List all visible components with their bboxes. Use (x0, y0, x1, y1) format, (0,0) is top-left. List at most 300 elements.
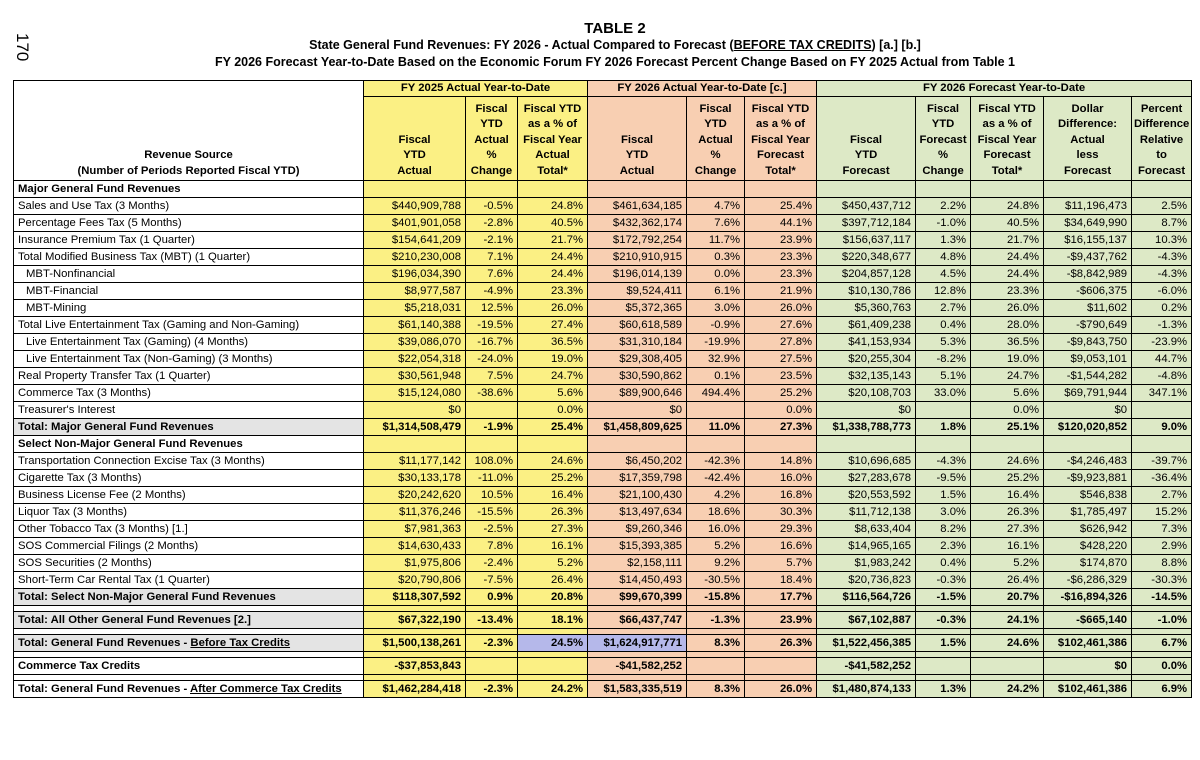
cell-forecast-pct-total (971, 658, 1044, 675)
cell-fy2026-pct-total: 25.4% (745, 198, 817, 215)
cell-forecast-pct-change: 4.5% (916, 266, 971, 283)
table-row (14, 317, 1192, 334)
cell-fy2026-ytd-actual: $9,524,411 (588, 283, 687, 300)
cell-fy2025-pct-change: 7.6% (466, 266, 518, 283)
section-label: Select Non-Major General Fund Revenues (14, 436, 364, 453)
cell-forecast-ytd: $32,135,143 (817, 368, 916, 385)
cell-fy2026-ytd-actual: $30,590,862 (588, 368, 687, 385)
header-line: Percent (1140, 102, 1183, 115)
cell-percent-difference: -14.5% (1132, 589, 1192, 606)
cell-percent-difference: 6.9% (1132, 681, 1192, 698)
cell-forecast-pct-change: 1.5% (916, 635, 971, 652)
cell-dollar-difference: $1,785,497 (1044, 504, 1132, 521)
table-row (14, 521, 1192, 538)
cell-fy2026-ytd-actual: $29,308,405 (588, 351, 687, 368)
cell-fy2025-pct-total: 36.5% (518, 334, 588, 351)
header-line: Actual (397, 164, 432, 177)
cell-fy2025-ytd-actual: $11,376,246 (364, 504, 466, 521)
cell-fy2025-pct-change: -16.7% (466, 334, 518, 351)
row-label: Commerce Tax Credits (14, 658, 364, 675)
cell-fy2025-ytd-actual: $440,909,788 (364, 198, 466, 215)
row-label-underlined: Before Tax Credits (190, 637, 291, 649)
cell-fy2026-pct-change: 9.2% (687, 555, 745, 572)
section-blank-cell (518, 181, 588, 198)
cell-dollar-difference: $34,649,990 (1044, 215, 1132, 232)
cell-fy2025-ytd-actual: $5,218,031 (364, 300, 466, 317)
cell-fy2025-ytd-actual: $1,314,508,479 (364, 419, 466, 436)
cell-fy2025-pct-total: 24.7% (518, 368, 588, 385)
cell-fy2025-ytd-actual: $20,790,806 (364, 572, 466, 589)
cell-fy2025-pct-change: 12.5% (466, 300, 518, 317)
row-label: Total Modified Business Tax (MBT) (1 Quarter) (14, 249, 364, 266)
cell-forecast-ytd: $11,712,138 (817, 504, 916, 521)
cell-dollar-difference: -$790,649 (1044, 317, 1132, 334)
table-subtitle-2: FY 2026 Forecast Year-to-Date Based on the Economic Forum FY 2026 Forecast Percent Change Based on FY 2025 Actual from Table 1 (214, 55, 1016, 69)
cell-forecast-pct-total: 5.6% (971, 385, 1044, 402)
header-line: YTD (854, 149, 878, 161)
row-label-underlined: After Commerce Tax Credits (190, 683, 342, 695)
cell-fy2026-ytd-actual: $60,618,589 (588, 317, 687, 334)
table-title: TABLE 2 (584, 20, 646, 37)
cell-forecast-pct-change (916, 402, 971, 419)
cell-forecast-ytd: -$41,582,252 (817, 658, 916, 675)
cell-fy2026-pct-total: 23.3% (745, 266, 817, 283)
cell-fy2025-pct-change (466, 658, 518, 675)
section-blank-cell (588, 436, 687, 453)
table-row (14, 453, 1192, 470)
cell-forecast-pct-change: 0.4% (916, 555, 971, 572)
header-line: Forecast (1138, 164, 1186, 177)
cell-forecast-ytd: $450,437,712 (817, 198, 916, 215)
cell-fy2026-pct-change: 8.3% (687, 635, 745, 652)
cell-fy2026-ytd-actual: $13,497,634 (588, 504, 687, 521)
row-label: Total Live Entertainment Tax (Gaming and Non-Gaming) (14, 317, 364, 334)
cell-fy2025-ytd-actual: $210,230,008 (364, 249, 466, 266)
cell-forecast-ytd: $1,522,456,385 (817, 635, 916, 652)
cell-fy2025-ytd-actual: $1,975,806 (364, 555, 466, 572)
cell-fy2025-pct-total: 5.2% (518, 555, 588, 572)
header-forecast-pct-change (916, 97, 971, 181)
header-line: less (1076, 149, 1099, 161)
cell-fy2026-pct-total: 14.8% (745, 453, 817, 470)
header-line: Change (694, 164, 737, 177)
cell-fy2026-pct-total (745, 658, 817, 675)
cell-fy2026-pct-total: 29.3% (745, 521, 817, 538)
header-line: as a % of (982, 118, 1032, 130)
cell-forecast-pct-total: 24.6% (971, 453, 1044, 470)
row-label: Short-Term Car Rental Tax (1 Quarter) (14, 572, 364, 589)
cell-forecast-pct-total: 26.4% (971, 572, 1044, 589)
cell-dollar-difference: -$9,437,762 (1044, 249, 1132, 266)
table-row (14, 368, 1192, 385)
cell-fy2026-pct-change: -15.8% (687, 589, 745, 606)
cell-fy2026-pct-change: -42.4% (687, 470, 745, 487)
header-fy2025-pct-change (466, 97, 518, 181)
cell-fy2025-pct-total (518, 658, 588, 675)
cell-fy2026-pct-change: 6.1% (687, 283, 745, 300)
cell-forecast-pct-change: -0.3% (916, 572, 971, 589)
cell-forecast-pct-change: 5.3% (916, 334, 971, 351)
cell-fy2025-pct-total: 20.8% (518, 589, 588, 606)
cell-percent-difference: 10.3% (1132, 232, 1192, 249)
table-row (14, 198, 1192, 215)
header-percent-difference (1132, 97, 1192, 181)
cell-forecast-pct-total: 23.3% (971, 283, 1044, 300)
header-line: Fiscal (475, 102, 508, 115)
section-blank-cell (916, 181, 971, 198)
cell-fy2026-ytd-actual: $14,450,493 (588, 572, 687, 589)
cell-forecast-pct-total: 20.7% (971, 589, 1044, 606)
cell-fy2026-pct-total: 26.0% (745, 300, 817, 317)
header-source-line1: Revenue Source (144, 149, 233, 161)
cell-forecast-pct-total: 26.3% (971, 504, 1044, 521)
cell-fy2025-pct-total: 26.0% (518, 300, 588, 317)
cell-fy2025-pct-total: 18.1% (518, 612, 588, 629)
section-blank-cell (518, 436, 588, 453)
cell-forecast-pct-total: 24.8% (971, 198, 1044, 215)
cell-fy2025-pct-change: -38.6% (466, 385, 518, 402)
header-line: Forecast (756, 149, 805, 161)
cell-dollar-difference: $16,155,137 (1044, 232, 1132, 249)
cell-forecast-pct-total: 28.0% (971, 317, 1044, 334)
cell-fy2025-pct-change: -0.5% (466, 198, 518, 215)
cell-fy2026-pct-change: 0.3% (687, 249, 745, 266)
cell-fy2026-pct-total: 16.0% (745, 470, 817, 487)
cell-fy2025-ytd-actual: $30,561,948 (364, 368, 466, 385)
header-line: Difference: (1058, 118, 1118, 130)
group-fy2026: FY 2026 Actual Year-to-Date [c.] (588, 81, 817, 97)
row-label: Percentage Fees Tax (5 Months) (14, 215, 364, 232)
cell-forecast-pct-total: 25.1% (971, 419, 1044, 436)
header-line: YTD (403, 149, 426, 161)
header-line: Dollar (1071, 102, 1104, 115)
cell-fy2025-pct-change: -2.3% (466, 681, 518, 698)
cell-fy2025-ytd-actual: $39,086,070 (364, 334, 466, 351)
cell-fy2026-pct-change: 11.7% (687, 232, 745, 249)
cell-fy2026-ytd-actual: $9,260,346 (588, 521, 687, 538)
cell-percent-difference: 2.9% (1132, 538, 1192, 555)
cell-dollar-difference: $11,602 (1044, 300, 1132, 317)
total-nonmajor-row (14, 589, 1192, 606)
cell-fy2025-ytd-actual: $15,124,080 (364, 385, 466, 402)
cell-fy2026-ytd-actual: $432,362,174 (588, 215, 687, 232)
header-line: Forecast (983, 149, 1031, 161)
cell-forecast-pct-change: 0.4% (916, 317, 971, 334)
cell-fy2025-pct-total: 5.6% (518, 385, 588, 402)
cell-percent-difference: 15.2% (1132, 504, 1192, 521)
cell-fy2026-ytd-actual: $5,372,365 (588, 300, 687, 317)
header-line: Fiscal YTD (523, 102, 582, 115)
cell-fy2026-ytd-actual: $1,624,917,771 (588, 635, 687, 652)
cell-percent-difference: 8.8% (1132, 555, 1192, 572)
cell-forecast-ytd: $1,338,788,773 (817, 419, 916, 436)
cell-fy2026-pct-change: 3.0% (687, 300, 745, 317)
header-source-line2: (Number of Periods Reported Fiscal YTD) (77, 164, 300, 177)
cell-fy2026-pct-change: 0.0% (687, 266, 745, 283)
row-label: Commerce Tax (3 Months) (14, 385, 364, 402)
cell-fy2026-pct-total: 0.0% (745, 402, 817, 419)
cell-forecast-ytd: $1,983,242 (817, 555, 916, 572)
row-label: Total: All Other General Fund Revenues [2.] (14, 612, 364, 629)
cell-fy2025-pct-total: 24.8% (518, 198, 588, 215)
cell-fy2026-ytd-actual: $17,359,798 (588, 470, 687, 487)
section-blank-cell (364, 181, 466, 198)
cell-fy2025-pct-total: 24.4% (518, 266, 588, 283)
cell-fy2026-ytd-actual: $15,393,385 (588, 538, 687, 555)
cell-forecast-ytd: $156,637,117 (817, 232, 916, 249)
cell-fy2026-pct-total: 26.3% (745, 635, 817, 652)
cell-forecast-pct-total: 24.1% (971, 612, 1044, 629)
table-row (14, 487, 1192, 504)
cell-forecast-pct-total: 0.0% (971, 402, 1044, 419)
cell-percent-difference: 8.7% (1132, 215, 1192, 232)
cell-fy2026-pct-change: 0.1% (687, 368, 745, 385)
table-row (14, 385, 1192, 402)
cell-fy2026-pct-total: 23.3% (745, 249, 817, 266)
header-line: % (486, 149, 497, 161)
table-row (14, 334, 1192, 351)
cell-fy2025-pct-total: 24.5% (518, 635, 588, 652)
cell-fy2026-pct-change: -30.5% (687, 572, 745, 589)
cell-fy2026-ytd-actual: -$41,582,252 (588, 658, 687, 675)
cell-fy2025-pct-change: -4.9% (466, 283, 518, 300)
cell-fy2026-pct-total: 27.3% (745, 419, 817, 436)
cell-forecast-pct-change: 1.5% (916, 487, 971, 504)
cell-dollar-difference: -$606,375 (1044, 283, 1132, 300)
cell-fy2026-pct-total: 17.7% (745, 589, 817, 606)
header-fy2026-pct-total (745, 97, 817, 181)
table-row (14, 402, 1192, 419)
header-line: as a % of (528, 118, 577, 130)
cell-fy2025-ytd-actual: $8,977,587 (364, 283, 466, 300)
header-fy2026-pct-change (687, 97, 745, 181)
cell-fy2025-pct-total: 25.4% (518, 419, 588, 436)
section-blank-cell (916, 436, 971, 453)
cell-fy2026-ytd-actual: $31,310,184 (588, 334, 687, 351)
header-line: to (1156, 149, 1167, 161)
cell-forecast-pct-total: 21.7% (971, 232, 1044, 249)
cell-forecast-pct-change: 1.3% (916, 681, 971, 698)
total-after-credits-row (14, 681, 1192, 698)
cell-dollar-difference: $546,838 (1044, 487, 1132, 504)
group-fy2025: FY 2025 Actual Year-to-Date (364, 81, 588, 97)
cell-fy2025-pct-total: 16.4% (518, 487, 588, 504)
cell-dollar-difference: -$9,843,750 (1044, 334, 1132, 351)
cell-fy2026-ytd-actual: $99,670,399 (588, 589, 687, 606)
cell-percent-difference: -1.0% (1132, 612, 1192, 629)
cell-forecast-pct-change: 2.7% (916, 300, 971, 317)
row-label: Liquor Tax (3 Months) (14, 504, 364, 521)
cell-fy2025-pct-change: -2.5% (466, 521, 518, 538)
section-label: Major General Fund Revenues (14, 181, 364, 198)
cell-forecast-ytd: $67,102,887 (817, 612, 916, 629)
subtitle-post: ) [a.] [b.] (871, 38, 921, 52)
cell-percent-difference: -23.9% (1132, 334, 1192, 351)
header-line: Fiscal (850, 133, 883, 146)
group-forecast: FY 2026 Forecast Year-to-Date (817, 81, 1192, 97)
cell-fy2025-pct-total: 26.3% (518, 504, 588, 521)
cell-fy2025-pct-total: 25.2% (518, 470, 588, 487)
cell-fy2026-ytd-actual: $210,910,915 (588, 249, 687, 266)
row-label: SOS Commercial Filings (2 Months) (14, 538, 364, 555)
cell-forecast-ytd: $220,348,677 (817, 249, 916, 266)
cell-fy2025-ytd-actual: $118,307,592 (364, 589, 466, 606)
cell-forecast-pct-total: 24.6% (971, 635, 1044, 652)
cell-dollar-difference: -$665,140 (1044, 612, 1132, 629)
header-line: Fiscal Year (977, 133, 1037, 146)
header-line: Change (922, 164, 964, 177)
cell-fy2026-ytd-actual: $1,583,335,519 (588, 681, 687, 698)
cell-fy2026-pct-change: 7.6% (687, 215, 745, 232)
cell-forecast-pct-change: 8.2% (916, 521, 971, 538)
cell-fy2025-pct-total: 27.4% (518, 317, 588, 334)
cell-fy2026-pct-total: 23.9% (745, 612, 817, 629)
table-row (14, 283, 1192, 300)
cell-fy2026-pct-total: 23.5% (745, 368, 817, 385)
section-blank-cell (817, 436, 916, 453)
header-forecast-pct-total (971, 97, 1044, 181)
header-fy2025-ytd-actual (364, 97, 466, 181)
cell-fy2025-pct-change: 10.5% (466, 487, 518, 504)
cell-fy2025-pct-change: 7.1% (466, 249, 518, 266)
cell-fy2025-pct-total: 0.0% (518, 402, 588, 419)
cell-forecast-pct-change: 12.8% (916, 283, 971, 300)
header-line: YTD (704, 118, 727, 130)
cell-forecast-ytd: $397,712,184 (817, 215, 916, 232)
section-blank-cell (817, 181, 916, 198)
cell-dollar-difference: $11,196,473 (1044, 198, 1132, 215)
cell-dollar-difference: -$9,923,881 (1044, 470, 1132, 487)
header-line: % (938, 149, 949, 161)
header-line: Difference (1134, 118, 1190, 130)
cell-fy2026-pct-total: 18.4% (745, 572, 817, 589)
cell-forecast-pct-change: -0.3% (916, 612, 971, 629)
row-label: Sales and Use Tax (3 Months) (14, 198, 364, 215)
section-blank-cell (588, 181, 687, 198)
subtitle-underlined: BEFORE TAX CREDITS (733, 38, 872, 52)
cell-fy2025-pct-change: 108.0% (466, 453, 518, 470)
cell-fy2025-pct-total: 23.3% (518, 283, 588, 300)
cell-forecast-ytd: $1,480,874,133 (817, 681, 916, 698)
cell-dollar-difference: $0 (1044, 658, 1132, 675)
cell-fy2026-pct-change: -0.9% (687, 317, 745, 334)
cell-forecast-pct-change: 3.0% (916, 504, 971, 521)
section-blank-cell (466, 436, 518, 453)
cell-fy2025-ytd-actual: $61,140,388 (364, 317, 466, 334)
header-line: Change (470, 164, 513, 177)
section-blank-cell (1132, 436, 1192, 453)
header-line: Total* (537, 164, 568, 177)
cell-forecast-ytd: $20,553,592 (817, 487, 916, 504)
cell-fy2025-pct-total: 40.5% (518, 215, 588, 232)
cell-fy2025-ytd-actual: $11,177,142 (364, 453, 466, 470)
cell-forecast-pct-total: 26.0% (971, 300, 1044, 317)
cell-dollar-difference: $102,461,386 (1044, 635, 1132, 652)
cell-fy2026-pct-total: 21.9% (745, 283, 817, 300)
row-label (14, 635, 364, 652)
cell-fy2026-ytd-actual: $1,458,809,625 (588, 419, 687, 436)
table-row (14, 266, 1192, 283)
cell-fy2025-ytd-actual: $401,901,058 (364, 215, 466, 232)
cell-forecast-pct-total: 36.5% (971, 334, 1044, 351)
cell-fy2026-pct-total: 5.7% (745, 555, 817, 572)
header-line: Total* (765, 164, 796, 177)
cell-percent-difference: -4.3% (1132, 266, 1192, 283)
row-label: SOS Securities (2 Months) (14, 555, 364, 572)
row-label: Business License Fee (2 Months) (14, 487, 364, 504)
cell-fy2025-ytd-actual: $154,641,209 (364, 232, 466, 249)
row-label: Live Entertainment Tax (Gaming) (4 Months) (14, 334, 364, 351)
cell-dollar-difference: -$16,894,326 (1044, 589, 1132, 606)
header-line: YTD (931, 118, 955, 130)
cell-forecast-ytd: $10,130,786 (817, 283, 916, 300)
cell-fy2026-pct-change: 18.6% (687, 504, 745, 521)
row-label: Insurance Premium Tax (1 Quarter) (14, 232, 364, 249)
header-dollar-difference (1044, 97, 1132, 181)
cell-percent-difference: -30.3% (1132, 572, 1192, 589)
section-blank-cell (364, 436, 466, 453)
cell-percent-difference: -39.7% (1132, 453, 1192, 470)
cell-percent-difference: -4.3% (1132, 249, 1192, 266)
cell-dollar-difference: $102,461,386 (1044, 681, 1132, 698)
section-blank-cell (466, 181, 518, 198)
table-row (14, 300, 1192, 317)
cell-fy2026-pct-total: 27.5% (745, 351, 817, 368)
cell-forecast-pct-change: 5.1% (916, 368, 971, 385)
cell-forecast-pct-total: 24.4% (971, 266, 1044, 283)
total-major-row (14, 419, 1192, 436)
cell-dollar-difference: $120,020,852 (1044, 419, 1132, 436)
cell-dollar-difference: $174,870 (1044, 555, 1132, 572)
row-label: MBT-Nonfinancial (14, 266, 364, 283)
row-label: Live Entertainment Tax (Non-Gaming) (3 Months) (14, 351, 364, 368)
cell-fy2026-ytd-actual: $0 (588, 402, 687, 419)
cell-forecast-ytd: $116,564,726 (817, 589, 916, 606)
section-blank-cell (745, 181, 817, 198)
row-label: Total: Major General Fund Revenues (14, 419, 364, 436)
cell-fy2025-ytd-actual: -$37,853,843 (364, 658, 466, 675)
cell-fy2025-pct-change (466, 402, 518, 419)
cell-fy2025-pct-change: -7.5% (466, 572, 518, 589)
cell-fy2025-ytd-actual: $22,054,318 (364, 351, 466, 368)
cell-forecast-pct-total: 24.2% (971, 681, 1044, 698)
cell-forecast-pct-change: 33.0% (916, 385, 971, 402)
cell-fy2026-pct-total: 30.3% (745, 504, 817, 521)
cell-fy2026-pct-change: -42.3% (687, 453, 745, 470)
cell-forecast-pct-change: -9.5% (916, 470, 971, 487)
header-line: Actual (698, 133, 733, 146)
section-blank-cell (1044, 436, 1132, 453)
cell-fy2025-pct-total: 24.2% (518, 681, 588, 698)
cell-forecast-ytd: $204,857,128 (817, 266, 916, 283)
cell-fy2025-pct-total: 21.7% (518, 232, 588, 249)
cell-fy2026-pct-change: 11.0% (687, 419, 745, 436)
table-row (14, 249, 1192, 266)
cell-fy2025-pct-total: 24.6% (518, 453, 588, 470)
header-line: Fiscal (927, 102, 960, 115)
row-label-part: Total: General Fund Revenues - (18, 637, 191, 649)
table-row (14, 504, 1192, 521)
header-line: YTD (625, 149, 649, 161)
cell-fy2025-pct-change: -2.1% (466, 232, 518, 249)
cell-fy2025-pct-total: 26.4% (518, 572, 588, 589)
total-other-row (14, 612, 1192, 629)
cell-forecast-pct-change (916, 658, 971, 675)
cell-percent-difference: 0.2% (1132, 300, 1192, 317)
cell-fy2026-pct-change (687, 658, 745, 675)
header-fy2026-ytd-actual (588, 97, 687, 181)
table-row (14, 538, 1192, 555)
